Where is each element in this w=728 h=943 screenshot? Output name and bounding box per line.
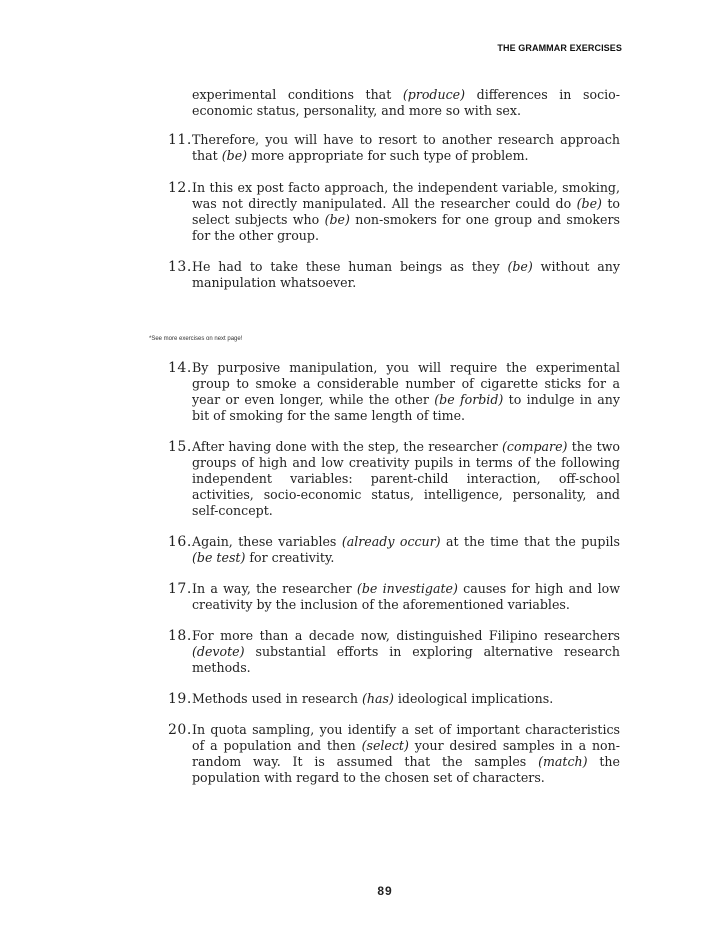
verb-prompt: (already occur): [341, 534, 441, 549]
verb-prompt: (has): [361, 691, 394, 706]
footnote-more-exercises: *See more exercises on next page!: [149, 336, 243, 342]
text-segment: ideological implications.: [393, 691, 554, 706]
item-number: 13.: [168, 259, 192, 275]
verb-prompt: (select): [361, 738, 409, 753]
item-text: [192, 259, 620, 291]
exercise-item-20: [168, 722, 620, 786]
verb-prompt: (be): [221, 148, 248, 163]
item-text: [192, 628, 620, 676]
item-text: [192, 360, 620, 424]
item-number: 20.: [168, 722, 192, 738]
text-segment: at the time that the pupils: [440, 534, 620, 549]
text-segment: experimental conditions that: [192, 87, 403, 102]
exercise-item-12: [168, 180, 620, 244]
item-number: 16.: [168, 534, 192, 550]
verb-prompt: (produce): [402, 87, 466, 102]
item-number: 17.: [168, 581, 192, 597]
running-header: THE GRAMMAR EXERCISES: [497, 43, 622, 53]
text-segment: Therefore, you will have to resort to another research approach that: [192, 132, 620, 163]
text-segment: differences in socio-economic status, personality, and more so with sex.: [192, 87, 620, 118]
text-segment: substantial efforts in exploring alternative research methods.: [192, 644, 620, 675]
verb-prompt: (be): [507, 259, 533, 274]
item-number: 18.: [168, 628, 192, 644]
text-segment: non-smokers for one group and smokers for the other group.: [192, 212, 620, 243]
verb-prompt: (be): [576, 196, 602, 211]
verb-prompt: (match): [538, 754, 588, 769]
verb-prompt: (be investigate): [356, 581, 458, 596]
text-segment: For more than a decade now, distinguished Filipino researchers: [192, 628, 620, 643]
exercise-item-13: [168, 259, 621, 291]
item-number: 12.: [168, 180, 192, 196]
verb-prompt: (devote): [192, 644, 245, 659]
text-segment: causes for high and low creativity by the inclusion of the aforementioned variables.: [192, 581, 620, 612]
exercise-item-14: [168, 360, 620, 424]
exercise-item-18: [168, 628, 620, 676]
text-segment: more appropriate for such type of problem.: [247, 148, 529, 163]
item-text: [192, 87, 620, 119]
continuation-paragraph: [192, 87, 620, 119]
item-text: [192, 439, 620, 519]
item-number: 14.: [168, 360, 192, 376]
text-segment: without any manipulation whatsoever.: [192, 259, 621, 290]
item-text: [192, 180, 620, 244]
item-text: [192, 722, 620, 786]
text-segment: He had to take these human beings as they: [192, 259, 508, 274]
verb-prompt: (compare): [502, 439, 568, 454]
text-segment: After having done with the step, the researcher: [192, 439, 502, 454]
verb-prompt: (be test): [192, 550, 246, 565]
item-text: [192, 534, 620, 566]
exercise-item-15: [168, 439, 620, 519]
text-segment: In a way, the researcher: [192, 581, 357, 596]
item-number: 15.: [168, 439, 192, 455]
text-segment: for creativity.: [245, 550, 335, 565]
text-segment: In quota sampling, you identify a set of important characteristics of a population and then: [192, 722, 620, 753]
verb-prompt: (be): [324, 212, 350, 227]
text-segment: Methods used in research: [192, 691, 362, 706]
text-segment: your desired samples in a non-random way. It is assumed that the samples: [192, 738, 620, 769]
item-number: 19.: [168, 691, 192, 707]
exercise-item-11: [168, 132, 620, 164]
verb-prompt: (be forbid): [434, 392, 504, 407]
text-segment: the two groups of high and low creativity pupils in terms of the following independent variables: parent-child interaction, off-school activities, socio-economic status, intelligence, personality, and self-concept.: [192, 439, 620, 518]
item-text: [192, 581, 620, 613]
item-text: [192, 132, 620, 164]
item-text: [192, 691, 620, 707]
item-number: 11.: [168, 132, 192, 148]
page-number: 89: [377, 884, 393, 898]
text-segment: to select subjects who: [192, 196, 620, 227]
text-segment: Again, these variables: [192, 534, 342, 549]
text-segment: the population with regard to the chosen set of characters.: [192, 754, 620, 785]
exercise-item-17: [168, 581, 620, 613]
text-segment: to indulge in any bit of smoking for the same length of time.: [192, 392, 620, 423]
exercise-item-19: [168, 691, 620, 707]
text-segment: In this ex post facto approach, the independent variable, smoking, was not directly manipulated. All the researcher could do: [192, 180, 620, 211]
exercise-item-16: [168, 534, 620, 566]
text-segment: By purposive manipulation, you will require the experimental group to smoke a considerable number of cigarette sticks for a year or even longer, while the other: [192, 360, 620, 407]
